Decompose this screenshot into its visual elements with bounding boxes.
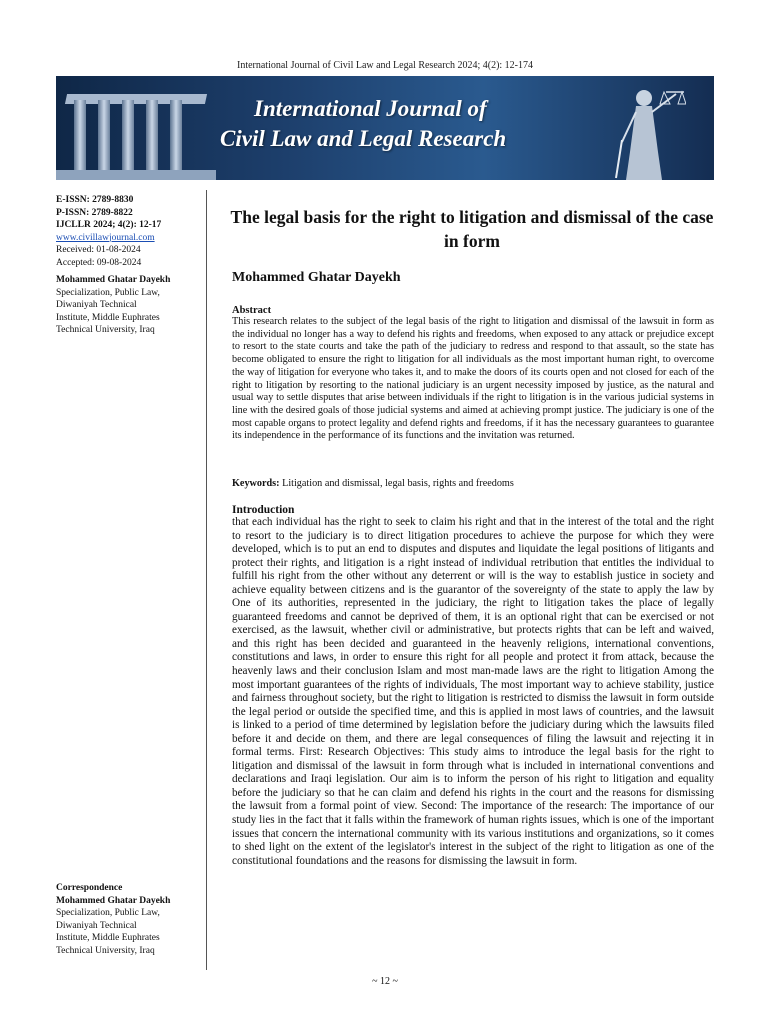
sidebar-affiliation: Specialization, Public Law, (56, 287, 160, 298)
abstract-section (232, 305, 714, 443)
page-number: ~ 12 ~ (372, 976, 398, 987)
column-divider (206, 190, 207, 970)
keywords-text: Litigation and dismissal, legal basis, rights and freedoms (282, 478, 514, 489)
sidebar-author-name: Mohammed Ghatar Dayekh (56, 275, 171, 285)
keywords (232, 478, 714, 489)
introduction-heading: Introduction (232, 504, 295, 516)
banner-title-line2: Civil Law and Legal Research (220, 126, 507, 151)
correspondence-affiliation: Institute, Middle Euphrates (56, 933, 160, 943)
running-head: International Journal of Civil Law and Legal Research 2024; 4(2): 12-174 (236, 60, 534, 71)
citation: IJCLLR 2024; 4(2): 12-17 (56, 220, 162, 230)
accepted-date: Accepted: 09-08-2024 (56, 257, 142, 268)
article-title: The legal basis for the right to litigation and dismissal of the case in form (230, 207, 714, 251)
article-author: Mohammed Ghatar Dayekh (232, 270, 401, 285)
sidebar-affiliation: Institute, Middle Euphrates (56, 312, 160, 323)
correspondence-name: Mohammed Ghatar Dayekh (56, 895, 171, 906)
introduction-text: that each individual has the right to seek to claim his right and that in the interest of the total and the right to resort to the judiciary is to direct litigation procedures to achieve the purpose for which they were developed, which is to put an end to disputes and disputes and liquidate the legal positions of litigants and protect their rights, and litigation is a right instead of individual retribution that entitles the individual to fulfill his right from the other without any deterrent or will is the way to establish justice in society and achieve equality between citizens and is the guarantor of the sovereignty of the state to apply the law by One of its authorities, represented in the judiciary, the right to litigation takes the place of legally guaranteed freedoms and cannot be deprived of them, it is an optional right that can be exercised or not exercised, as the lawsuit, whether civil or administrative, but protects rights that can be left and waived, and this right has been decided and guaranteed in the heavenly religions, international conventions, constitutions and laws, in order to ensure this right for all people and protect it from attack, because the heavenly laws and their conclusion Islam and most man-made laws are the right to litigation Among the most important guarantees of the rights of individuals, The most important way to achieve stability, justice and fairness throughout society, but the right to litigation is restricted to dismiss the lawsuit in form outside the legal period or outside the specified time, and this is applied in most laws of countries, and the lawsuit is linked to a period of time determined by legislation before the judiciary during which the lawsuits filed before it and decide on them, and there are legal consequences of filing the lawsuit and rejecting it in formal terms. First: Research Objectives: This study aims to introduce the legal basis for the right to litigation and dismissal of the lawsuit in form through what is included in international conventions and declarations and Iraqi legislation. Our aim is to inform the person of his right to litigation and equality before the judiciary so that he can claim and defend his rights in the court and the reasons for dismissing the lawsuit from a formal point of view. Second: The importance of the research: The importance of our study lies in the fact that it falls within the framework of human rights issues, which is one of the important issues that concern the international community with its various institutions and organizations, so it comes to shed light on the extent of the legislator's interest in the subject of the right to litigation as one of the constitutional foundations and the reasons for dismissing the lawsuit in form. (232, 516, 714, 867)
correspondence-affiliation: Technical University, Iraq (56, 945, 155, 956)
correspondence-affiliation: Specialization, Public Law, (56, 908, 160, 918)
abstract-text: This research relates to the subject of the legal basis of the right to litigation and dismissal of the lawsuit in form as the individual no longer has a way to defend his rights and freedoms, when exposed to any attack or prejudice except to resort to the state courts and take the path of the judiciary to redress and respond to that assault, so the state has become obligated to ensure the right to litigation for all individuals as the most important human right, to overcome the way of litigation for everyone who takes it, and to make the doors of its courts open and not closed for each of the right to litigation by resorting to the national judiciary is an urgent necessity imposed by justice, as the natural and usual way to settle disputes that arise between individuals if the right to litigation is in the various judicial systems in line with the desired goals of those judicial systems and aimed at achieving prompt justice. The judiciary is one of the most capable organs to protect legality and defend rights and freedoms, if it has the necessary guarantees to guarantee its independence in the performance of its functions and the invitation was returned. (232, 316, 714, 442)
sidebar-affiliation: Diwaniyah Technical (56, 300, 137, 310)
banner-title-line1: International Journal of (254, 96, 487, 121)
column-icon (170, 100, 182, 180)
introduction-section (232, 504, 714, 868)
pissn: P-ISSN: 2789-8822 (56, 207, 133, 218)
sidebar-author (56, 274, 202, 337)
temple-base (56, 170, 216, 180)
sidebar-affiliation: Technical University, Iraq (56, 325, 155, 335)
keywords-label: Keywords: (232, 478, 280, 489)
correspondence-block (56, 882, 202, 957)
article-metadata (56, 194, 202, 269)
journal-banner (56, 76, 714, 180)
eissn: E-ISSN: 2789-8830 (56, 195, 134, 205)
correspondence-heading: Correspondence (56, 883, 123, 893)
column-icon (146, 100, 158, 180)
lady-justice-icon (596, 82, 686, 180)
correspondence-affiliation: Diwaniyah Technical (56, 920, 137, 931)
column-icon (122, 100, 134, 180)
column-icon (98, 100, 110, 180)
abstract-heading: Abstract (232, 305, 272, 316)
journal-website-link[interactable]: www.civillawjournal.com (56, 232, 155, 243)
column-icon (74, 100, 86, 180)
temple-roof (65, 94, 207, 104)
received-date: Received: 01-08-2024 (56, 245, 141, 255)
